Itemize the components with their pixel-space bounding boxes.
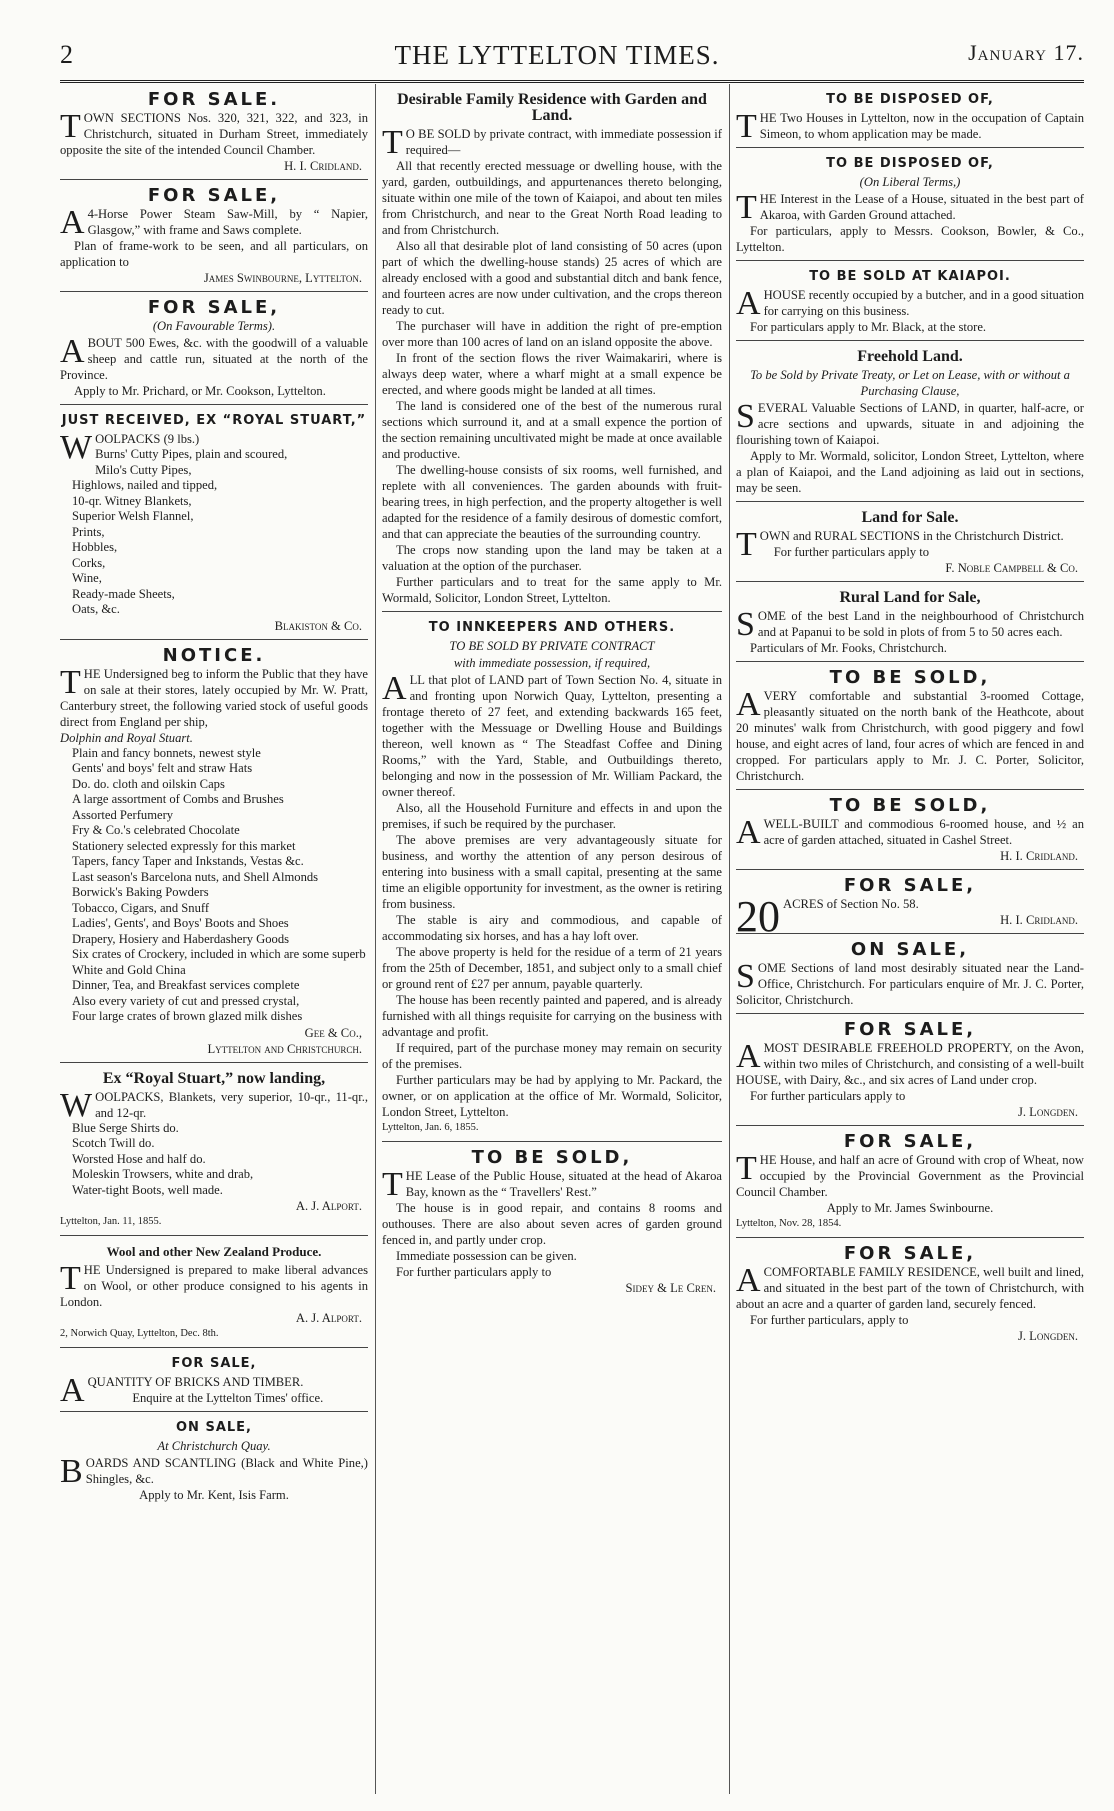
advertisement xyxy=(736,88,1084,148)
ad-body: LL that plot of LAND part of Town Section No. 4, situate in and fronting upon Norwich Quay, Lyttelton, presenting a frontage thereto of 27 feet, and extending backwards 165 feet, together with the Messuage or Dwelling House and Buildings thereon, well known as “ The Steadfast Coffee and Dining Rooms,” with the Yard, Stable, and Outbuildings thereto, belonging and now in the possession of Mr. William Packard, the owner thereof. xyxy=(382,673,722,799)
ad-body: COMFORTABLE FAMILY RESIDENCE, well built and lined, and situated in the best part of the town of Christchurch, with about an acre and a quarter of garden land, securely fenced. xyxy=(736,1265,1084,1311)
ad-heading: FOR SALE, xyxy=(843,1019,977,1040)
ad-body: WELL-BUILT and commodious 6-roomed house, and ½ an acre of garden attached, situated in Cashel Street. xyxy=(763,817,1084,847)
drop-cap: T xyxy=(60,108,81,145)
list-item: Fry & Co.'s celebrated Chocolate xyxy=(72,823,240,837)
list-item: Plain and fancy bonnets, newest style xyxy=(72,745,261,760)
list-item: A large assortment of Combs and Brushes xyxy=(72,792,284,806)
drop-cap: A xyxy=(60,204,85,241)
ad-heading: TO BE SOLD, xyxy=(471,1147,633,1168)
ad-heading: ON SALE, xyxy=(850,939,970,960)
ad-body: For further particulars apply to xyxy=(750,1089,906,1103)
ad-subheading: To be Sold by Private Treaty, or Let on Lease, with or without a Purchasing Clause, xyxy=(750,368,1070,398)
advertisement xyxy=(60,184,368,292)
page-number: 2 xyxy=(60,40,73,69)
ad-body: OOLPACKS (9 lbs.) xyxy=(95,432,200,446)
list-item: Blue Serge Shirts do. xyxy=(72,1120,179,1135)
drop-cap: T xyxy=(60,663,81,701)
advertisement xyxy=(60,1352,368,1412)
ad-signature: H. I. Cridland. xyxy=(1000,913,1078,927)
ad-subheading: TO BE SOLD BY PRIVATE CONTRACT xyxy=(449,639,655,653)
list-item: Oats, &c. xyxy=(72,602,120,616)
drop-cap: S xyxy=(736,606,755,643)
ad-body: For particulars apply to Mr. Black, at the store. xyxy=(750,320,987,334)
ad-heading: TO BE SOLD AT KAIAPOI. xyxy=(809,269,1011,284)
ad-body: OWN SECTIONS Nos. 320, 321, 322, and 323, in Christchurch, situated in Durham Street, immediately opposite the site of the intended Council Chamber. xyxy=(60,111,368,157)
drop-cap: T xyxy=(382,1166,403,1203)
ad-body: HE Interest in the Lease of a House, situated in the best part of Akaroa, with Garden Ground attached. xyxy=(759,192,1084,222)
ad-signature: James Swinbourne, Lyttelton. xyxy=(203,271,362,285)
list-item: Tapers, fancy Taper and Inkstands, Vestas &c. xyxy=(72,854,304,868)
advertisement xyxy=(736,1018,1084,1126)
list-item: Borwick's Baking Powders xyxy=(72,885,209,899)
ad-body: Particulars of Mr. Fooks, Christchurch. xyxy=(750,641,947,655)
ad-body: HE Undersigned beg to inform the Public that they have on sale at their stores, lately occupied by Mr. W. Pratt, Canterbury street, the following varied stock of useful goods direct from England per ship, xyxy=(60,666,368,729)
ad-signature: A. J. Alport. xyxy=(295,1311,362,1325)
drop-cap: T xyxy=(736,1150,757,1187)
ad-body: Blankets, very superior, 10-qr., 11-qr., and 12-qr. xyxy=(95,1089,368,1120)
column-3 xyxy=(736,88,1084,1793)
ad-body: OWN and RURAL SECTIONS in the Christchurch District. xyxy=(759,529,1064,543)
ad-body: Apply to Mr. Wormald, solicitor, London Street, Lyttelton, where a plan of Kaiapoi, and the Land adjoining as laid out in sections, may be seen. xyxy=(736,449,1084,495)
list-item: Worsted Hose and half do. xyxy=(72,1151,206,1166)
advertisement xyxy=(736,1242,1084,1349)
drop-cap: S xyxy=(736,398,755,435)
ad-body: O BE SOLD by private contract, with immediate possession if required— xyxy=(405,127,722,157)
ad-heading: TO BE SOLD, xyxy=(829,795,991,816)
ad-signature: J. Longden. xyxy=(1017,1105,1078,1119)
newspaper-title: THE LYTTELTON TIMES. xyxy=(394,40,720,70)
ad-heading: FOR SALE. xyxy=(147,89,281,110)
ad-signature: H. I. Cridland. xyxy=(1000,849,1078,863)
ad-body: HOUSE recently occupied by a butcher, and in a good situation for carrying on this business. xyxy=(763,288,1084,318)
ad-paragraph: Further particulars may be had by applying to Mr. Packard, the owner, or on application at the office of Mr. Wormald, Solicitor, London Street, Lyttelton. xyxy=(382,1073,722,1119)
advertisement xyxy=(382,88,722,612)
ad-body: MOST DESIRABLE FREEHOLD PROPERTY, on the Avon, within two miles of Christchurch, and consisting of a well-built HOUSE, with Dairy, &c., and six acres of Land under crop. xyxy=(736,1041,1084,1087)
advertisement xyxy=(60,1067,368,1237)
ad-signature: F. Noble Campbell & Co. xyxy=(945,561,1078,575)
list-item: Tobacco, Cigars, and Snuff xyxy=(72,900,210,915)
list-item: Moleskin Trowsers, white and drab, xyxy=(72,1167,254,1181)
ad-heading: Desirable Family Residence with Garden and Land. xyxy=(397,91,707,124)
ad-subheading: At Christchurch Quay. xyxy=(157,1439,271,1453)
ad-body: OME Sections of land most desirably situated near the Land-Office, Christchurch. For particulars enquire of Mr. J. C. Porter, Solicitor, Christchurch. xyxy=(736,961,1084,1007)
ad-body: Plan of frame-work to be seen, and all particulars, on application to xyxy=(60,239,368,269)
ad-signature: Blakiston & Co. xyxy=(274,618,362,633)
list-item: Highlows, nailed and tipped, xyxy=(72,478,218,492)
drop-cap: A xyxy=(736,686,761,723)
list-item: Burns' Cutty Pipes, plain and scoured, xyxy=(95,447,288,461)
list-item: Superior Welsh Flannel, xyxy=(72,509,194,523)
advertisement xyxy=(382,616,722,1142)
ad-heading: Freehold Land. xyxy=(857,348,963,365)
ad-signature: Sidey & Le Cren. xyxy=(625,1281,716,1295)
ship-names: Dolphin and Royal Stuart. xyxy=(60,730,193,745)
ad-paragraph: The house is in good repair, and contains 8 rooms and outhouses. There are also about seven acres of garden ground fenced in, and partly under crop. xyxy=(382,1201,722,1247)
drop-cap: T xyxy=(736,108,757,145)
list-item: Also every variety of cut and pressed crystal, xyxy=(72,993,300,1008)
list-item: Milo's Cutty Pipes, xyxy=(95,462,192,477)
masthead-rule xyxy=(60,80,1084,83)
ad-heading: TO BE DISPOSED OF, xyxy=(826,92,994,107)
ad-paragraph: Immediate possession can be given. xyxy=(396,1249,577,1263)
ad-paragraph: Further particulars and to treat for the same apply to Mr. Wormald, Solicitor, London Street, Lyttelton. xyxy=(382,575,722,605)
drop-cap: A xyxy=(736,1038,761,1075)
ad-paragraph: The above premises are very advantageously situate for business, and worthy the attention of any person desirous of entering into business with a small capital, presenting at the same time an eligible opportunity for investment, as the owner is retiring from business. xyxy=(382,833,722,911)
list-item: Assorted Perfumery xyxy=(72,807,174,822)
list-item: Ladies', Gents', and Boys' Boots and Shoes xyxy=(72,916,289,930)
advertisement xyxy=(736,938,1084,1014)
drop-cap: T xyxy=(382,124,403,161)
ad-heading: Rural Land for Sale, xyxy=(839,589,981,606)
drop-cap: T xyxy=(736,526,757,563)
list-item: Ready-made Sheets, xyxy=(72,586,175,601)
ad-body: 4-Horse Power Steam Saw-Mill, by “ Napier, Glasgow,” with frame and Saws complete. xyxy=(87,207,368,237)
ad-body: VERY comfortable and substantial 3-roomed Cottage, pleasantly situated on the north bank of the Heathcote, about 20 minutes' walk from Christchurch, with good piggery and fowl house, and eight acres of land, four acres of which are fenced in and cropped. For particulars apply to Mr. J. C. Porter, Solicitor, Christchurch. xyxy=(736,689,1084,783)
ad-heading: TO BE DISPOSED OF, xyxy=(826,156,994,171)
list-item: 10-qr. Witney Blankets, xyxy=(72,493,192,508)
list-item: Last season's Barcelona nuts, and Shell Almonds xyxy=(72,869,319,884)
list-item: Prints, xyxy=(72,524,105,539)
ad-body: For further particulars, apply to xyxy=(750,1313,909,1327)
list-item: Drapery, Hosiery and Haberdashery Goods xyxy=(72,931,290,946)
list-item: Do. do. cloth and oilskin Caps xyxy=(72,776,225,791)
list-item: Water-tight Boots, well made. xyxy=(72,1182,223,1197)
ad-heading: FOR SALE, xyxy=(171,1356,257,1371)
goods-list xyxy=(60,1121,368,1199)
column-divider xyxy=(375,84,376,1794)
ad-heading: FOR SALE, xyxy=(843,875,977,896)
ad-paragraph: In front of the section flows the river Waimakariri, where is always deep water, where a wharf might at a small expence be erected, and where goods might be landed at all times. xyxy=(382,351,722,397)
drop-cap: A xyxy=(736,1262,761,1299)
list-item: Gents' and boys' felt and straw Hats xyxy=(72,761,253,775)
ad-body: EVERAL Valuable Sections of LAND, in quarter, half-acre, or acre sections and upwards, situate in and adjoining the flourishing town of Kaiapoi. xyxy=(736,401,1084,447)
drop-cap: A xyxy=(60,333,85,370)
advertisement xyxy=(736,265,1084,341)
ad-heading: Ex “Royal Stuart,” now landing, xyxy=(102,1069,326,1087)
ad-body: BOUT 500 Ewes, &c. with the goodwill of a valuable sheep and cattle run, situated at the north of the Province. xyxy=(60,336,368,382)
column-2 xyxy=(382,88,722,1793)
ad-paragraph: For further particulars apply to xyxy=(396,1265,552,1279)
ad-body: Apply to Mr. Prichard, or Mr. Cookson, Lyttelton. xyxy=(74,384,326,398)
list-item: Six crates of Crockery, included in which are some superb White and Gold China xyxy=(72,947,366,977)
advertisement xyxy=(60,296,368,405)
ad-paragraph: The crops now standing upon the land may be taken at a valuation at the option of the purchaser. xyxy=(382,543,722,573)
ad-heading: Wool and other New Zealand Produce. xyxy=(106,1244,322,1259)
ad-heading: TO BE SOLD, xyxy=(829,667,991,688)
ad-body: Enquire at the Lyttelton Times' office. xyxy=(132,1391,324,1405)
drop-cap: 20 xyxy=(736,892,780,941)
drop-cap: S xyxy=(736,958,755,995)
ad-heading: Land for Sale. xyxy=(861,509,959,526)
list-item: Scotch Twill do. xyxy=(72,1136,155,1150)
ad-paragraph: The dwelling-house consists of six rooms, well furnished, and replete with all conveniences. The garden abounds with fruit-bearing trees, in high perfection, and the property altogether is well adapted for the residence of a family desirous of domestic comfort, and that can appreciate the beauties of the surrounding country. xyxy=(382,463,722,541)
drop-cap: A xyxy=(736,285,761,322)
ad-paragraph: The above property is held for the residue of a term of 21 years from the 25th of December, 1851, and subject only to a small chief or ground rent of £27 per annum, payable quarterly. xyxy=(382,945,722,991)
ad-signature: J. Longden. xyxy=(1017,1329,1078,1343)
advertisement xyxy=(736,1130,1084,1238)
ad-paragraph: Also all that desirable plot of land consisting of 50 acres (upon part of which the dwelling-house stands) 25 acres of which are already enclosed with a good and substantial ditch and bank fence, and fourteen acres are now under cultivation, and the crops thereon ready to cut. xyxy=(382,239,722,317)
ad-heading: FOR SALE, xyxy=(147,185,281,206)
list-item: Wine, xyxy=(72,571,102,585)
list-item: Corks, xyxy=(72,555,106,570)
ad-paragraph: The land is considered one of the best of the numerous rural sections which surround it, and at a small expence the portion of the section remaining uncultivated might be made at once available and productive. xyxy=(382,399,722,461)
ad-dateline: Lyttelton, Jan. 11, 1855. xyxy=(60,1216,162,1227)
advertisement xyxy=(60,1240,368,1348)
ad-subheading: with immediate possession, if required, xyxy=(453,656,651,670)
masthead xyxy=(30,40,1084,80)
ad-heading: NOTICE. xyxy=(162,644,266,666)
ad-subheading: (On Liberal Terms,) xyxy=(859,175,961,189)
ad-body: For particulars, apply to Messrs. Cookson, Bowler, & Co., Lyttelton. xyxy=(736,224,1084,254)
list-item: Hobbles, xyxy=(72,540,118,554)
ad-body: HE Undersigned is prepared to make liberal advances on Wool, or other produce consigned to his agents in London. xyxy=(60,1263,368,1309)
ad-dateline: Lyttelton, Nov. 28, 1854. xyxy=(736,1218,842,1229)
advertisement xyxy=(736,506,1084,582)
drop-cap: T xyxy=(736,189,757,226)
advertisement xyxy=(736,874,1084,941)
ad-dateline: Lyttelton, Jan. 6, 1855. xyxy=(382,1122,479,1133)
drop-cap: T xyxy=(60,1260,81,1297)
ad-body: OME of the best Land in the neighbourhood of Christchurch and at Papanui to be sold in plots of from 5 to 50 acres each. xyxy=(757,609,1084,639)
ad-body: OOLPACKS, xyxy=(95,1089,164,1104)
ad-paragraph: All that recently erected messuage or dwelling house, with the yard, garden, outbuildings, and appurtenances thereto belonging, situate within one mile of the town of Kaiapoi, and about ten miles from Christchurch, and near to the Great North Road leading to and from Christchurch. xyxy=(382,159,722,237)
drop-cap: W xyxy=(60,429,93,466)
ad-body: Apply to Mr. James Swinbourne. xyxy=(826,1201,994,1215)
issue-date: January 17. xyxy=(968,40,1084,65)
ad-paragraph: The purchaser will have in addition the right of pre-emption over more than 100 acres of land on an island opposite the above. xyxy=(382,319,722,349)
list-item: Four large crates of brown glazed milk dishes xyxy=(72,1009,303,1023)
ad-signature: Gee & Co., xyxy=(304,1025,362,1040)
list-item: Dinner, Tea, and Breakfast services complete xyxy=(72,978,300,992)
ad-body: HE Two Houses in Lyttelton, now in the occupation of Captain Simeon, to whom application may be made. xyxy=(759,111,1084,141)
advertisement xyxy=(736,666,1084,790)
ad-body: HE House, and half an acre of Ground with crop of Wheat, now occupied by the Provincial Government as the Provincial Council Chamber. xyxy=(736,1153,1084,1199)
ad-signature: Lyttelton and Christchurch. xyxy=(207,1041,362,1056)
ad-paragraph: The stable is airy and commodious, and capable of accommodating six horses, and has a hay loft over. xyxy=(382,913,722,943)
column-divider xyxy=(729,84,730,1794)
advertisement xyxy=(736,586,1084,662)
ad-heading: FOR SALE, xyxy=(147,297,281,318)
ad-heading: TO INNKEEPERS AND OTHERS. xyxy=(428,620,676,635)
advertisement xyxy=(736,794,1084,870)
advertisement xyxy=(736,345,1084,502)
ad-heading: FOR SALE, xyxy=(843,1243,977,1264)
drop-cap: W xyxy=(60,1086,93,1124)
goods-list xyxy=(60,746,368,1025)
ad-body: OARDS AND SCANTLING (Black and White Pine,) Shingles, &c. xyxy=(85,1456,368,1486)
ad-body: HE Lease of the Public House, situated at the head of Akaroa Bay, known as the “ Travellers' Rest.” xyxy=(405,1169,722,1199)
advertisement xyxy=(60,1416,368,1508)
drop-cap: A xyxy=(60,1372,85,1409)
ad-heading: JUST RECEIVED, EX “ROYAL STUART,” xyxy=(61,413,367,428)
ad-signature: A. J. Alport. xyxy=(295,1199,362,1213)
advertisement xyxy=(382,1146,722,1301)
goods-list xyxy=(60,447,368,618)
ad-body: For further particulars apply to xyxy=(773,545,930,559)
column-1 xyxy=(60,88,368,1793)
advertisement xyxy=(736,152,1084,261)
ad-heading: ON SALE, xyxy=(176,1420,252,1435)
advertisement xyxy=(60,88,368,180)
ad-body: Apply to Mr. Kent, Isis Farm. xyxy=(139,1488,289,1502)
list-item: Stationery selected expressly for this market xyxy=(72,838,296,853)
ad-body: QUANTITY OF BRICKS AND TIMBER. xyxy=(87,1375,304,1389)
ad-subheading: (On Favourable Terms). xyxy=(152,319,276,333)
drop-cap: A xyxy=(736,814,761,851)
ad-heading: FOR SALE, xyxy=(843,1131,977,1152)
ad-body: ACRES of Section No. 58. xyxy=(783,897,919,911)
ad-paragraph: Also, all the Household Furniture and effects in and upon the premises, if such be required by the purchaser. xyxy=(382,801,722,831)
ad-dateline: 2, Norwich Quay, Lyttelton, Dec. 8th. xyxy=(60,1328,219,1339)
advertisement xyxy=(60,644,368,1063)
ad-signature: H. I. Cridland. xyxy=(284,159,362,173)
drop-cap: A xyxy=(382,670,407,707)
ad-paragraph: If required, part of the purchase money may remain on security of the premises. xyxy=(382,1041,722,1071)
advertisement xyxy=(60,409,368,640)
ad-paragraph: The house has been recently painted and papered, and is already furnished with all things requisite for carrying on the business with advantage and profit. xyxy=(382,993,722,1039)
drop-cap: B xyxy=(60,1453,83,1490)
